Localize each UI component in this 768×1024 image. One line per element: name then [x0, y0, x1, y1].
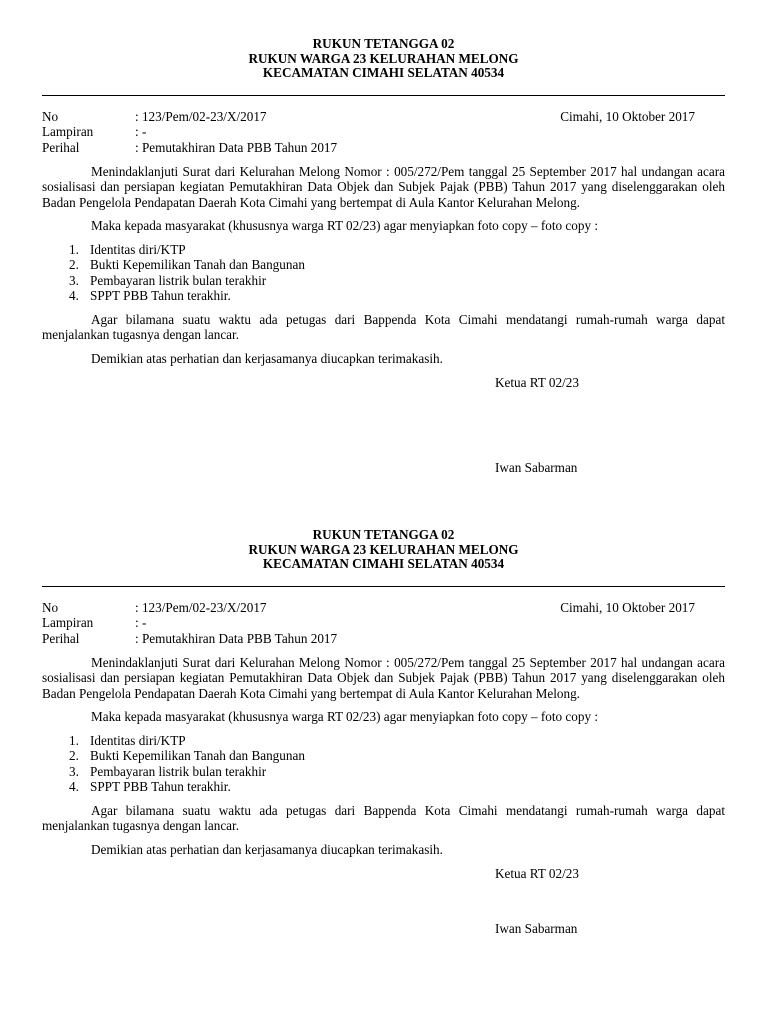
meta-lampiran-label: Lampiran: [42, 615, 94, 631]
list-item-text: Identitas diri/KTP: [90, 241, 186, 257]
list-item-number: 1.: [69, 732, 79, 748]
paragraph-purpose: Agar bilamana suatu waktu ada petugas dari Bappenda Kota Cimahi mendatangi rumah-rumah warga dapat menjalankan tugasnya dengan lancar.: [42, 802, 725, 834]
list-item-number: 2.: [69, 257, 79, 273]
list-item-text: SPPT PBB Tahun terakhir.: [90, 288, 231, 304]
letter-1: [42, 37, 725, 475]
meta-lampiran-value: : -: [135, 124, 147, 140]
letterhead-divider: [42, 95, 725, 96]
meta-row-no: [42, 109, 725, 125]
meta-row-perihal: [42, 140, 725, 156]
list-item: [42, 257, 725, 273]
signature-name: Iwan Sabarman: [495, 920, 578, 936]
meta-row-lampiran: [42, 615, 725, 631]
meta-lampiran-value: : -: [135, 615, 147, 631]
letterhead-line-kecamatan: KECAMATAN CIMAHI SELATAN 40534: [262, 65, 505, 81]
meta-no-value: : 123/Pem/02-23/X/2017: [135, 599, 267, 615]
list-item: [42, 273, 725, 289]
paragraph-closing: Demikian atas perhatian dan kerjasamanya diucapkan terimakasih.: [91, 841, 443, 857]
list-item-text: Pembayaran listrik bulan terakhir: [90, 272, 267, 288]
letterhead-divider: [42, 586, 725, 587]
letterhead-line-rw: RUKUN WARGA 23 KELURAHAN MELONG: [248, 50, 519, 66]
meta-no-label: No: [42, 108, 59, 124]
letter-meta: [42, 109, 725, 156]
letterhead-line-rw: RUKUN WARGA 23 KELURAHAN MELONG: [248, 541, 519, 557]
letterhead-line-rt: RUKUN TETANGGA 02: [312, 36, 455, 51]
list-item-number: 2.: [69, 748, 79, 764]
letterhead: [42, 37, 725, 81]
meta-perihal-value: : Pemutakhiran Data PBB Tahun 2017: [135, 630, 338, 646]
list-item: [42, 288, 725, 304]
paragraph-purpose: Agar bilamana suatu waktu ada petugas dari Bappenda Kota Cimahi mendatangi rumah-rumah warga dapat menjalankan tugasnya dengan lancar.: [42, 311, 725, 343]
list-item-number: 1.: [69, 241, 79, 257]
meta-row-perihal: [42, 631, 725, 647]
list-item-text: Identitas diri/KTP: [90, 732, 186, 748]
meta-no-label: No: [42, 599, 59, 615]
meta-perihal-label: Perihal: [42, 139, 80, 155]
list-item: [42, 748, 725, 764]
list-item-number: 4.: [69, 779, 79, 795]
paragraph-opening: Menindaklanjuti Surat dari Kelurahan Melong Nomor : 005/272/Pem tanggal 25 September 2017 hal undangan acara sosialisasi dan persiapan kegiatan Pemutakhiran Data Objek dan Subjek Pajak (PBB) Tahun 2017 yang diselenggarakan oleh Badan Pengelola Pendapatan Daerah Kota Cimahi yang bertempat di Aula Kantor Kelurahan Melong.: [42, 163, 725, 210]
list-item-number: 4.: [69, 288, 79, 304]
list-item: [42, 242, 725, 258]
meta-lampiran-label: Lampiran: [42, 124, 94, 140]
signature-name: Iwan Sabarman: [495, 459, 578, 475]
meta-row-lampiran: [42, 124, 725, 140]
list-item-text: SPPT PBB Tahun terakhir.: [90, 779, 231, 795]
document-list: [42, 733, 725, 795]
signature-title: Ketua RT 02/23: [495, 375, 579, 391]
list-item: [42, 779, 725, 795]
letterhead-line-rt: RUKUN TETANGGA 02: [312, 527, 455, 542]
list-item: [42, 764, 725, 780]
paragraph-opening: Menindaklanjuti Surat dari Kelurahan Melong Nomor : 005/272/Pem tanggal 25 September 2017 hal undangan acara sosialisasi dan persiapan kegiatan Pemutakhiran Data Objek dan Subjek Pajak (PBB) Tahun 2017 yang diselenggarakan oleh Badan Pengelola Pendapatan Daerah Kota Cimahi yang bertempat di Aula Kantor Kelurahan Melong.: [42, 654, 725, 701]
place-date: Cimahi, 10 Oktober 2017: [560, 108, 695, 124]
paragraph-request: Maka kepada masyarakat (khususnya warga RT 02/23) agar menyiapkan foto copy – foto copy :: [91, 709, 599, 725]
letter-meta: [42, 600, 725, 647]
list-item-text: Bukti Kepemilikan Tanah dan Bangunan: [90, 257, 305, 273]
meta-perihal-value: : Pemutakhiran Data PBB Tahun 2017: [135, 139, 338, 155]
signature-space: [42, 391, 725, 460]
list-item-text: Pembayaran listrik bulan terakhir: [90, 763, 267, 779]
list-item-text: Bukti Kepemilikan Tanah dan Bangunan: [90, 748, 305, 764]
document-list: [42, 242, 725, 304]
paragraph-closing: Demikian atas perhatian dan kerjasamanya diucapkan terimakasih.: [91, 350, 443, 366]
list-item-number: 3.: [69, 272, 79, 288]
meta-row-no: [42, 600, 725, 616]
place-date: Cimahi, 10 Oktober 2017: [560, 599, 695, 615]
list-item-number: 3.: [69, 763, 79, 779]
signature-title: Ketua RT 02/23: [495, 866, 579, 882]
letterhead: [42, 528, 725, 572]
letterhead-line-kecamatan: KECAMATAN CIMAHI SELATAN 40534: [262, 556, 505, 572]
paragraph-request: Maka kepada masyarakat (khususnya warga RT 02/23) agar menyiapkan foto copy – foto copy :: [91, 218, 599, 234]
list-item: [42, 733, 725, 749]
letter-2: [42, 528, 725, 936]
meta-perihal-label: Perihal: [42, 630, 80, 646]
meta-no-value: : 123/Pem/02-23/X/2017: [135, 108, 267, 124]
signature-space: [42, 882, 725, 921]
